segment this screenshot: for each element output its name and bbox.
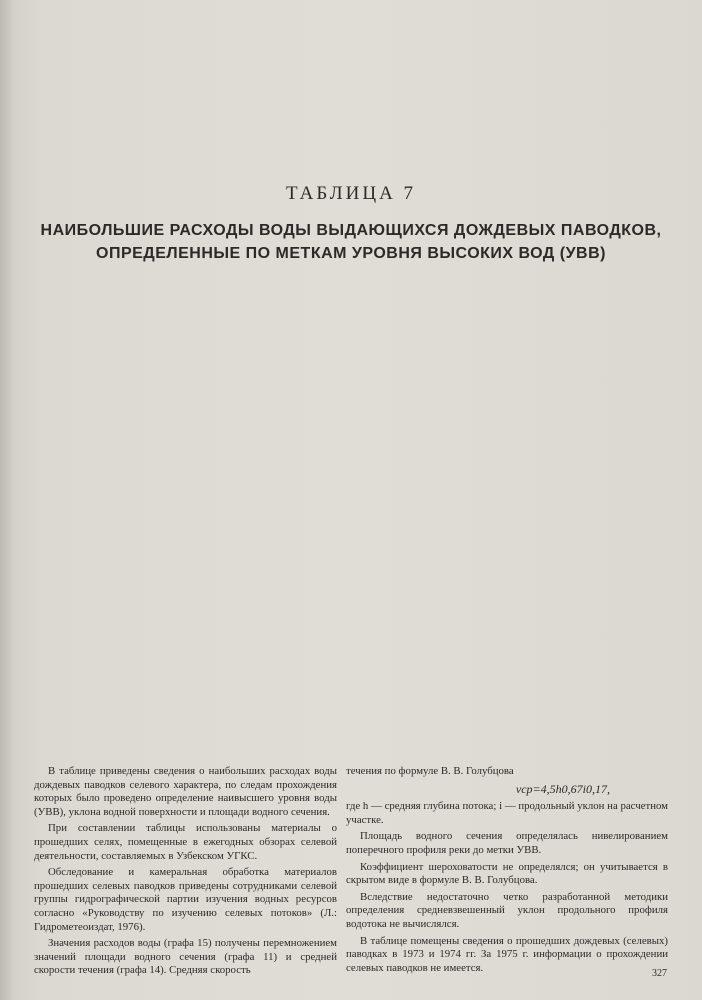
paragraph: течения по формуле В. В. Голубцова xyxy=(346,765,514,777)
paragraph: Обследование и камеральная обработка материалов прошедших селевых паводков приведены сотрудниками селевой группы гидрографической партии изучения водных ресурсов согласно «Руководству по изучению селевых потоков» (Л.: Гидрометеоиздат, 1976). xyxy=(34,866,337,933)
paragraph: В таблице приведены сведения о наибольших расходах воды дождевых паводков селевого характера, по следам прохождения которых было проведено определение наивысшего уровня воды (УВВ), уклона водной поверхности и площади водного сечения. xyxy=(34,765,337,818)
page-number: 327 xyxy=(652,968,667,979)
table-heading-line-2: ОПРЕДЕЛЕННЫЕ ПО МЕТКАМ УРОВНЯ ВЫСОКИХ ВОД (УВВ) xyxy=(96,245,606,262)
velocity-formula: vср=4,5h0,67i0,17, xyxy=(515,781,610,796)
left-text-column xyxy=(34,765,337,981)
table-heading-line-1: НАИБОЛЬШИЕ РАСХОДЫ ВОДЫ ВЫДАЮЩИХСЯ ДОЖДЕВЫХ ПАВОДКОВ, xyxy=(40,222,662,239)
page-binding-shadow xyxy=(0,0,14,1000)
paragraph: Вследствие недостаточно четко разработанной методики определения средневзвешенный уклон продольного профиля водотока не вычислялся. xyxy=(346,890,668,930)
table-number-label: ТАБЛИЦА 7 xyxy=(285,183,417,204)
paragraph: В таблице помещены сведения о прошедших дождевых (селевых) паводках в 1973 и 1974 гг. За 1975 г. информации о прохождении селевых паводков не имеется. xyxy=(346,934,668,974)
paragraph: где h — средняя глубина потока; i — продольный уклон на расчетном участке. xyxy=(346,800,668,826)
paragraph: Площадь водного сечения определялась нивелированием поперечного профиля реки до метки УВВ. xyxy=(346,830,668,856)
paragraph: При составлении таблицы использованы материалы о прошедших селях, помещенные в ежегодных обзорах селевой деятельности, составляемых в Узбекском УГКС. xyxy=(34,822,337,862)
right-text-column xyxy=(346,765,668,978)
paragraph: Коэффициент шероховатости не определялся; он учитывается в скрытом виде в формуле В. В. Голубцова. xyxy=(346,860,668,887)
paragraph: Значения расходов воды (графа 15) получены перемножением значений площади водного сечения (графа 11) и средней скорости течения (графа 14). Средняя скорость xyxy=(34,937,337,977)
